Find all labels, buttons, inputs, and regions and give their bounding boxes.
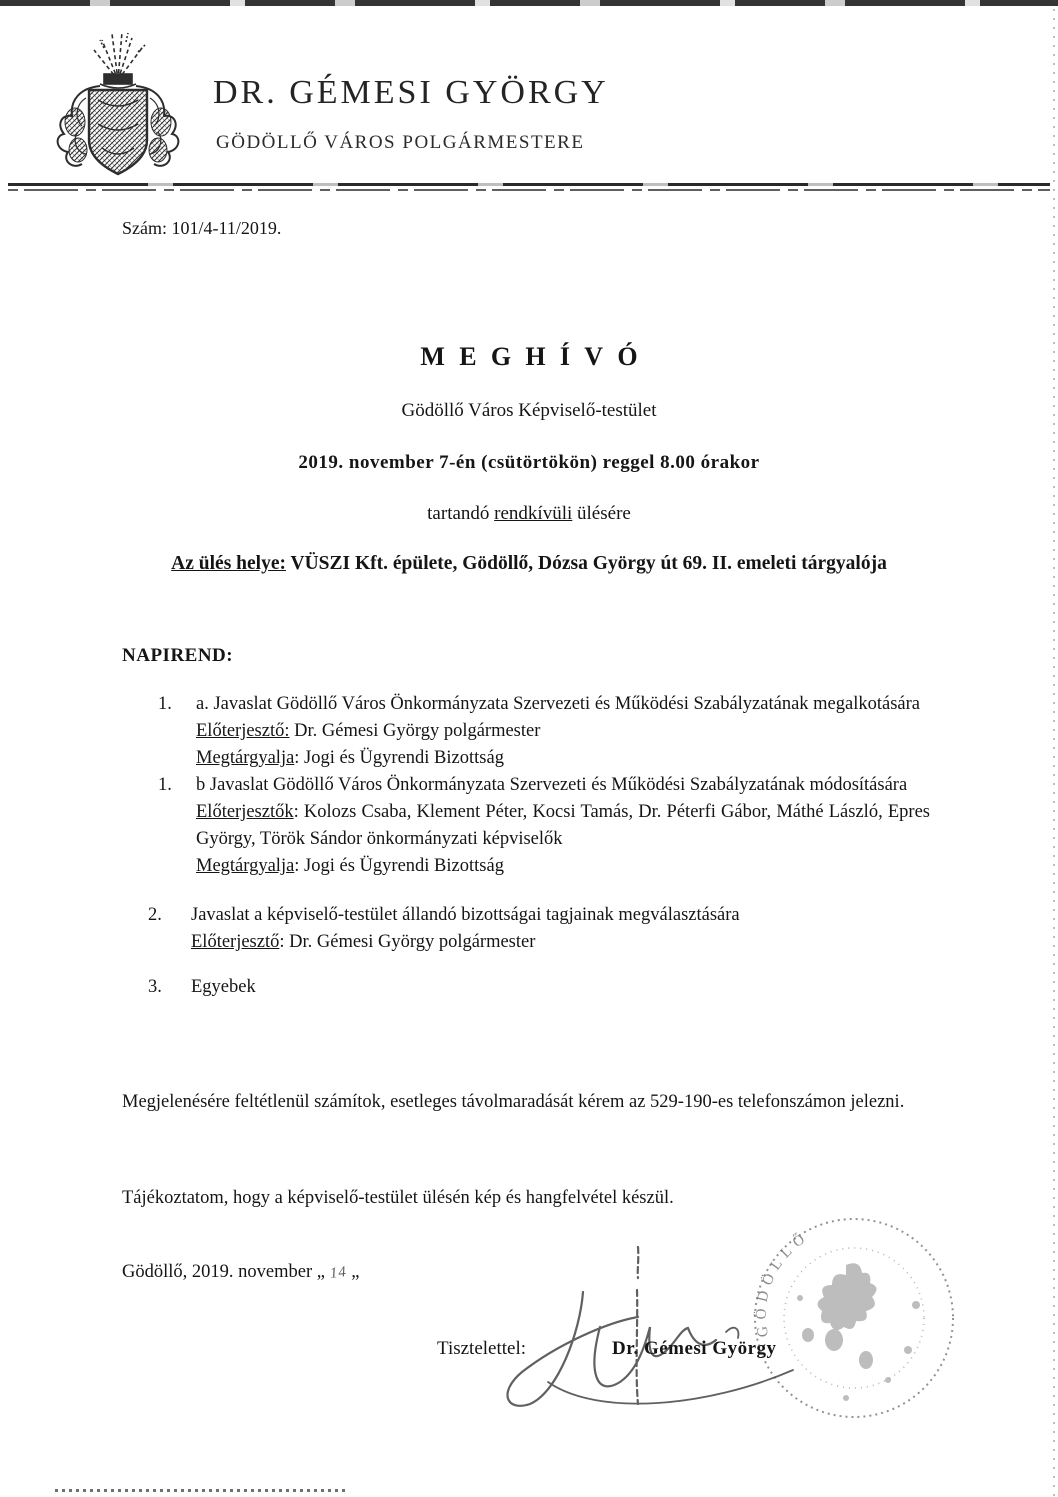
mayor-name: DR. GÉMESI GYÖRGY — [213, 74, 609, 111]
header-divider — [8, 183, 1050, 191]
agenda-item-number: 3. — [148, 977, 162, 997]
meeting-location — [0, 553, 1058, 575]
date-prefix: Gödöllő, 2019. november „ — [122, 1262, 330, 1282]
attendance-paragraph: Megjelenésére feltétlenül számítok, esetleges távolmaradását kérem az 529-190-es telefonszámon jelezni. — [122, 1092, 905, 1112]
agenda-item-title: Egyebek — [191, 977, 256, 997]
agenda-item-committee — [196, 853, 930, 880]
agenda-heading: NAPIREND: — [122, 645, 234, 666]
coat-of-arms-icon — [42, 28, 194, 191]
agenda-item-number: 1. — [158, 775, 172, 795]
committee-text: : Jogi és Ügyrendi Bizottság — [294, 748, 504, 768]
scan-artifact-top — [0, 0, 1058, 6]
agenda-item-committee — [196, 745, 930, 772]
date-suffix: „ — [346, 1262, 360, 1282]
presenter-label: Előterjesztő: — [196, 721, 290, 741]
document-number: Szám: 101/4-11/2019. — [122, 218, 282, 238]
handwritten-day: 14 — [328, 1264, 348, 1282]
committee-label: Megtárgyalja — [196, 856, 295, 876]
agenda-item-letter: b — [196, 775, 206, 795]
agenda-item-number: 2. — [148, 905, 162, 925]
agenda-item — [148, 902, 930, 956]
svg-text:GÖDÖLLŐ — [753, 1227, 813, 1338]
committee-text: : Jogi és Ügyrendi Bizottság — [294, 856, 504, 876]
invitation-title: MEGHÍVÓ — [420, 342, 652, 371]
scan-artifact-bottom — [55, 1489, 345, 1492]
meeting-datetime: 2019. november 7-én (csütörtökön) reggel 8.00 órakor — [298, 452, 760, 473]
location-label: Az ülés helye: — [171, 553, 286, 574]
agenda-item-presenter — [196, 799, 930, 853]
committee-label: Megtárgyalja — [196, 748, 295, 768]
stamp-text: GÖDÖLLŐ — [753, 1228, 813, 1339]
agenda-item-letter: a. — [196, 694, 209, 714]
agenda-item — [158, 691, 930, 772]
signer-name: Dr. Gémesi György — [612, 1338, 777, 1359]
session-underlined: rendkívüli — [494, 503, 573, 524]
presenter-text: : Kolozs Csaba, Klement Péter, Kocsi Tamás, Dr. Péterfi Gábor, Máthé László, Epres György, Török Sándor önkormányzati képviselők — [196, 802, 930, 849]
salutation: Tisztelettel: — [437, 1338, 527, 1359]
presenter-label: Előterjesztők — [196, 802, 294, 822]
agenda-item-title: Javaslat a képviselő-testület állandó bizottságai tagjainak megválasztására — [191, 905, 740, 925]
agenda-item-presenter — [196, 718, 930, 745]
official-stamp-icon — [748, 1210, 960, 1433]
agenda-list — [122, 691, 930, 1001]
agenda-item — [158, 772, 930, 880]
council-name: Gödöllő Város Képviselő-testület — [401, 400, 657, 421]
meeting-type-line — [0, 503, 1058, 525]
agenda-item-number: 1. — [158, 694, 172, 714]
mayor-title: GÖDÖLLŐ VÁROS POLGÁRMESTERE — [216, 132, 585, 153]
recording-paragraph: Tájékoztatom, hogy a képviselő-testület ülésén kép és hangfelvétel készül. — [122, 1188, 674, 1208]
session-prefix: tartandó — [427, 503, 495, 524]
agenda-item-title: b Javaslat Gödöllő Város Önkormányzata Szervezeti és Működési Szabályzatának módosítására — [196, 775, 908, 795]
agenda-item-title: a. Javaslat Gödöllő Város Önkormányzata Szervezeti és Működési Szabályzatának megalkotására — [196, 694, 920, 714]
presenter-label: Előterjesztő — [191, 932, 280, 952]
scan-artifact-right — [1053, 0, 1055, 1497]
agenda-item — [148, 974, 930, 1001]
presenter-text: Dr. Gémesi György polgármester — [289, 721, 541, 741]
location-value: VÜSZI Kft. épülete, Gödöllő, Dózsa György út 69. II. emeleti tárgyalója — [285, 553, 887, 574]
session-suffix: ülésére — [572, 503, 631, 524]
presenter-text: : Dr. Gémesi György polgármester — [279, 932, 536, 952]
agenda-item-presenter — [191, 929, 930, 956]
date-line — [122, 1262, 359, 1283]
